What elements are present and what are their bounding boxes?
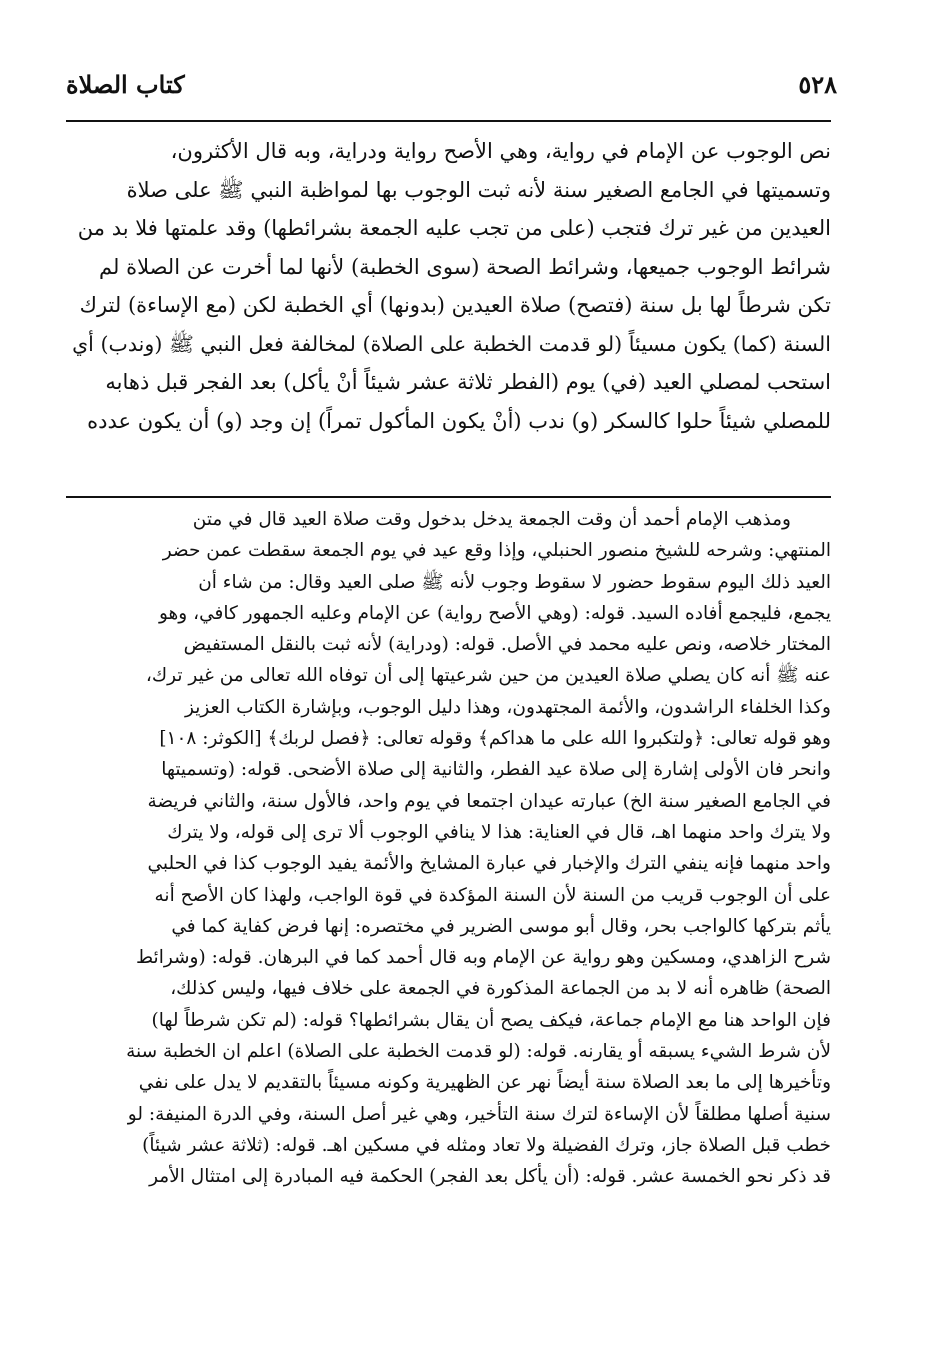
- main-text-line: نص الوجوب عن الإمام في رواية، وهي الأصح رواية ودراية، وبه قال الأكثرون،: [170, 139, 831, 163]
- commentary-line: واحد منهما فإنه ينفي الترك والإخبار في عبارة المشايخ والأئمة يفيد الوجوب كذا في الحلبي: [147, 853, 831, 875]
- commentary-line: يأثم بتركها كالواجب بحر، وقال أبو موسى الضرير في مختصره: إنها فرض كفاية كما في: [171, 915, 831, 937]
- main-text-line: شرائط الوجوب جميعها، وشرائط الصحة (سوى الخطبة) لأنها لما أخرت عن الصلاة لم: [99, 254, 831, 279]
- commentary-line: العيد ذلك اليوم سقوط حضور لا سقوط وجوب لأنه ﷺ صلى العيد وقال: من شاء أن: [198, 571, 831, 593]
- main-text-line: وتسميتها في الجامع الصغير سنة لأنه ثبت الوجوب بها لمواظبة النبي ﷺ على صلاة: [126, 177, 831, 202]
- main-text-line: السنة (كما) يكون مسيئاً (لو قدمت الخطبة على الصلاة) لمخالفة فعل النبي ﷺ (وندب) أي: [72, 331, 831, 356]
- commentary-line: لأن شرط الشيء يسبقه أو يقارنه. قوله: (لو قدمت الخطبة على الصلاة) اعلم ان الخطبة سنة: [126, 1041, 831, 1063]
- page-number: ٥٢٨: [798, 70, 837, 99]
- main-text-line: تكن شرطاً لها بل سنة (فتصح) صلاة العيدين (بدونها) أي الخطبة لكن (مع الإساءة) لترك: [79, 293, 831, 317]
- commentary-line: يجمع، فليجمع أفاده السيد. قوله: (وهي الأصح رواية) عن الإمام وعليه الجمهور كافي، وهو: [158, 602, 831, 624]
- commentary-line: وهو قوله تعالى: ﴿ولتكبروا الله على ما هداكم﴾ وقوله تعالى: ﴿فصل لربك﴾ [الكوثر: ١٠٨]: [159, 728, 831, 750]
- commentary-line: المنتهي: وشرحه للشيخ منصور الحنبلي، وإذا وقع عيد في يوم الجمعة سقطت عمن حضر: [162, 540, 831, 562]
- commentary-line: ولا يترك واحد منهما اهـ، قال في العناية: هذا لا ينافي الوجوب ألا ترى إلى قوله، ولا يترك: [167, 821, 831, 843]
- book-title: كتاب الصلاة: [66, 70, 185, 99]
- commentary-line: شرح الزاهدي، ومسكين وهو رواية عن الإمام وبه قال أحمد كما في البرهان. قوله: (وشرائط: [135, 947, 831, 969]
- commentary-line: قد ذكر نحو الخمسة عشر. قوله: (أن يأكل بعد الفجر) الحكمة فيه المبادرة إلى امتثال الأمر: [149, 1166, 831, 1188]
- commentary-line: وكذا الخلفاء الراشدون، والأئمة المجتهدون، وهذا دليل الوجوب، وبإشارة الكتاب العزيز: [185, 696, 831, 718]
- main-text-line: استحب لمصلي العيد (في) يوم (الفطر ثلاثة عشر شيئاً أنْ يأكل) بعد الفجر قبل ذهابه: [105, 370, 831, 394]
- commentary-line: عنه ﷺ أنه كان يصلي صلاة العيدين من حين شرعيتها إلى أن توفاه الله تعالى من غير ترك،: [145, 665, 831, 687]
- main-text-line: للمصلي شيئاً حلوا كالسكر (و) ندب (أنْ يكون المأكول تمراً) إن وجد (و) أن يكون عدده: [87, 408, 831, 433]
- commentary-line: فإن الواحد هنا مع الإمام جماعة، فيكف يصح أن يقال بشرائطها؟ قوله: (لم تكن شرطاً لها): [151, 1009, 831, 1031]
- main-text: [66, 132, 831, 440]
- commentary-line: المختار خلاصه، ونص عليه محمد في الأصل. قوله: (ودراية) لأنه ثبت بالنقل المستفيض: [183, 634, 831, 656]
- commentary-line: على أن الوجوب قريب من السنة لأن السنة المؤكدة في قوة الواجب، ولهذا كان الأصح أنه: [154, 884, 831, 906]
- header-divider: [66, 120, 831, 122]
- page-header: [66, 70, 837, 106]
- footnote-divider: [66, 496, 831, 498]
- commentary-line: خطب قبل الصلاة جاز، وترك الفضيلة ولا تعاد ومثله في مسكين اهـ. قوله: (ثلاثة عشر شيئاً): [142, 1134, 831, 1156]
- commentary-line: سنية أصلها مطلقاً لأن الإساءة لترك سنة التأخير، وهي غير أصل السنة، وفي الدرة المنيفة: لو: [127, 1103, 831, 1125]
- commentary-text: [66, 504, 831, 1193]
- commentary-line: الصحة) ظاهره أنه لا بد من الجماعة المذكورة في الجمعة على خلاف فيها، وليس كذلك،: [170, 978, 831, 1000]
- commentary-line: ومذهب الإمام أحمد أن وقت الجمعة يدخل بدخول وقت صلاة العيد قال في متن: [192, 509, 791, 530]
- main-text-line: العيدين من غير ترك فتجب (على من تجب عليه الجمعة بشرائطها) وقد علمتها فلا بد من: [77, 216, 831, 240]
- commentary-line: وانحر فان الأولى إشارة إلى صلاة عيد الفطر، والثانية إلى صلاة الأضحى. قوله: (وتسميتها: [161, 759, 831, 781]
- commentary-line: وتأخيرها إلى ما بعد الصلاة سنة أيضاً نهر عن الظهيرية وكونه مسيئاً بالتقديم لا يدل على نفي: [138, 1072, 831, 1094]
- commentary-line: في الجامع الصغير سنة الخ) عبارته عيدان اجتمعا في يوم واحد، فالأول سنة، والثاني فريضة: [147, 790, 831, 812]
